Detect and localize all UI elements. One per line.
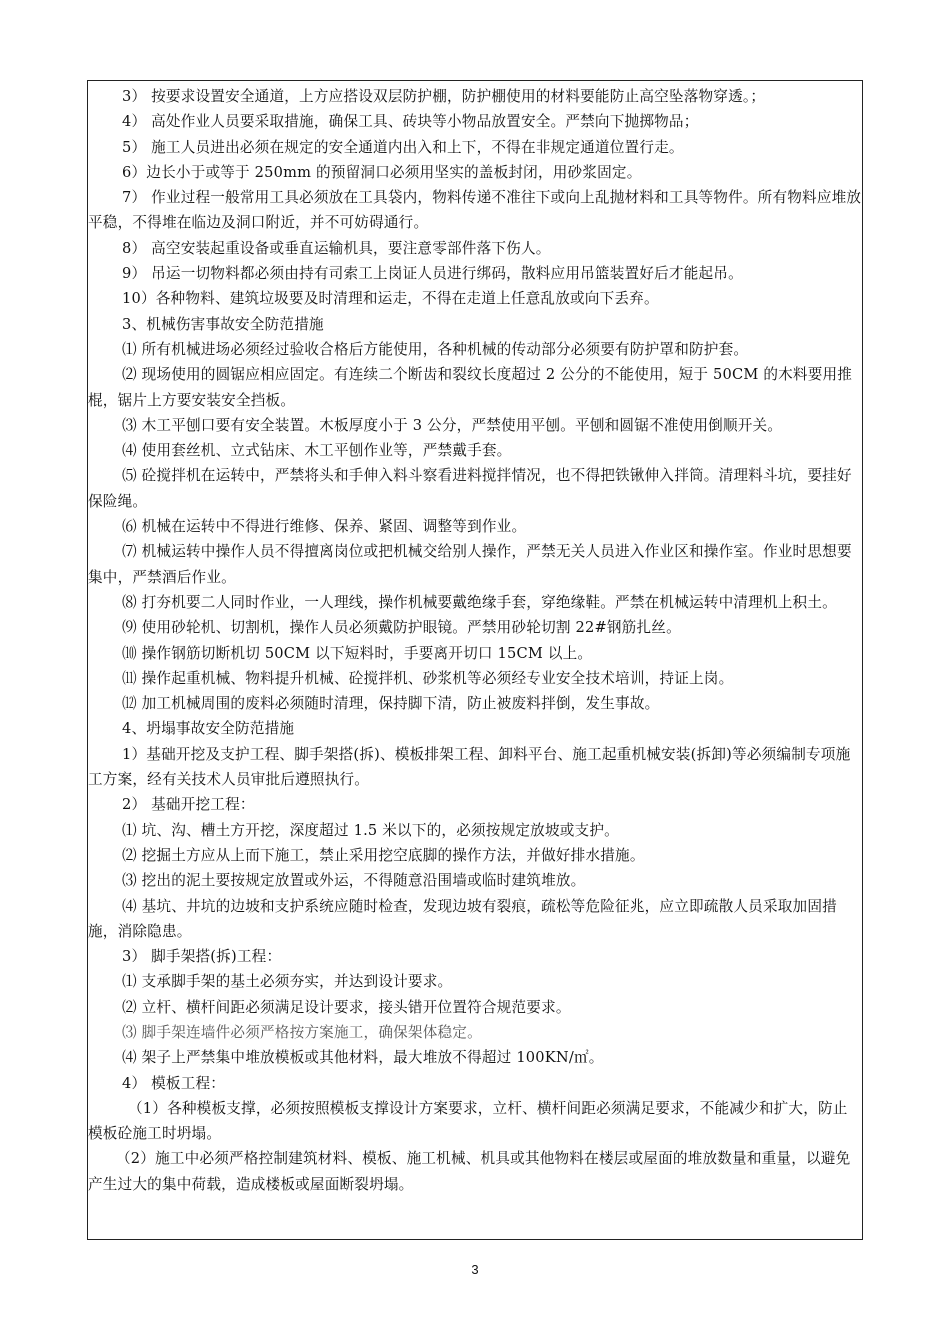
document-body — [88, 84, 862, 1197]
paragraph: ⑿ 加工机械周围的废料必须随时清理，保持脚下清，防止被废料拌倒，发生事故。 — [122, 695, 660, 713]
paragraph: ⑷ 架子上严禁集中堆放模板或其他材料，最大堆放不得超过 100KN/㎡。 — [122, 1049, 604, 1067]
paragraph: 4） 高处作业人员要采取措施，确保工具、砖块等小物品放置安全。严禁向下抛掷物品； — [122, 113, 699, 131]
paragraph: ⑵ 立杆、横杆间距必须满足设计要求，接头错开位置符合规范要求。 — [122, 998, 571, 1016]
paragraph: ⑸ 砼搅拌机在运转中，严禁将头和手伸入料斗察看进料搅拌情况，也不得把铁锹伸入拌筒。清理料斗坑，要挂好保险绳。 — [88, 467, 852, 510]
paragraph: 7） 作业过程一般常用工具必须放在工具袋内，物料传递不准往下或向上乱抛材料和工具等物件。所有物料应堆放平稳，不得堆在临边及洞口附近，并不可妨碍通行。 — [88, 189, 862, 232]
subsection-heading: 3） 脚手架搭(拆)工程： — [122, 948, 282, 966]
subsection-heading: 2） 基础开挖工程： — [122, 796, 255, 814]
paragraph: （2）施工中必须严格控制建筑材料、模板、施工机械、机具或其他物料在楼层或屋面的堆放数量和重量，以避免产生过大的集中荷载，造成楼板或屋面断裂坍塌。 — [88, 1150, 851, 1193]
paragraph: ⑺ 机械运转中操作人员不得擅离岗位或把机械交给别人操作，严禁无关人员进入作业区和操作室。作业时思想要集中，严禁酒后作业。 — [88, 543, 852, 586]
section-heading: 3、机械伤害事故安全防范措施 — [122, 315, 324, 333]
paragraph: 1）基础开挖及支护工程、脚手架搭(拆)、模板排架工程、卸料平台、施工起重机械安装(拆卸)等必须编制专项施工方案，经有关技术人员审批后遵照执行。 — [88, 745, 851, 789]
paragraph: （1）各种模板支撑，必须按照模板支撑设计方案要求，立杆、横杆间距必须满足要求，不能减少和扩大，防止模板砼施工时坍塌。 — [88, 1099, 848, 1143]
paragraph: ⑻ 打夯机要二人同时作业，一人理线，操作机械要戴绝缘手套，穿绝缘鞋。严禁在机械运转中清理机上积土。 — [122, 593, 837, 611]
paragraph: ⑴ 坑、沟、槽土方开挖，深度超过 1.5 米以下的，必须按规定放坡或支护。 — [122, 821, 619, 839]
paragraph: ⑵ 挖掘土方应从上而下施工，禁止采用挖空底脚的操作方法，并做好排水措施。 — [122, 846, 645, 864]
paragraph: ⑶ 木工平刨口要有安全装置。木板厚度小于 3 公分，严禁使用平刨。平刨和圆锯不准使用倒顺开关。 — [122, 416, 783, 434]
paragraph: 10）各种物料、建筑垃圾要及时清理和运走，不得在走道上任意乱放或向下丢弃。 — [122, 290, 659, 308]
paragraph: ⑴ 支承脚手架的基土必须夯实，并达到设计要求。 — [122, 973, 453, 991]
paragraph: ⑶ 挖出的泥土要按规定放置或外运，不得随意沿围墙或临时建筑堆放。 — [122, 872, 586, 890]
paragraph: ⑽ 操作钢筋切断机切 50CM 以下短料时，手要离开切口 15CM 以上。 — [122, 644, 593, 662]
paragraph: ⑴ 所有机械进场必须经过验收合格后方能使用，各种机械的传动部分必须要有防护罩和防护套。 — [122, 340, 749, 358]
section-heading: 4、坍塌事故安全防范措施 — [122, 720, 295, 738]
subsection-heading: 4） 模板工程： — [122, 1074, 226, 1092]
paragraph: 5） 施工人员进出必须在规定的安全通道内出入和上下，不得在非规定通道位置行走。 — [122, 138, 684, 156]
paragraph: 8） 高空安装起重设备或垂直运输机具，要注意零部件落下伤人。 — [122, 239, 551, 257]
paragraph: ⑹ 机械在运转中不得进行维修、保养、紧固、调整等到作业。 — [122, 518, 527, 536]
page-number: 3 — [471, 1262, 479, 1277]
paragraph: ⑷ 使用套丝机、立式钻床、木工平刨作业等，严禁戴手套。 — [122, 442, 512, 460]
paragraph: ⑷ 基坑、井坑的边坡和支护系统应随时检查，发现边坡有裂痕，疏松等危险征兆，应立即疏散人员采取加固措施，消除隐患。 — [88, 897, 837, 940]
paragraph: ⑼ 使用砂轮机、切割机，操作人员必须戴防护眼镜。严禁用砂轮切割 22#钢筋扎丝。 — [122, 619, 681, 637]
paragraph: ⑵ 现场使用的圆锯应相应固定。有连续二个断齿和裂纹长度超过 2 公分的不能使用，短于 50CM 的木料要用推棍，锯片上方要安装安全挡板。 — [88, 366, 853, 409]
paragraph: 3） 按要求设置安全通道，上方应搭设双层防护棚，防护棚使用的材料要能防止高空坠落物穿透。； — [122, 88, 766, 105]
paragraph: 9） 吊运一切物料都必须由持有司索工上岗证人员进行绑码，散料应用吊篮装置好后才能起吊。 — [122, 265, 743, 283]
paragraph: ⑶ 脚手架连墙件必须严格按方案施工，确保架体稳定。 — [122, 1023, 482, 1041]
paragraph: ⑾ 操作起重机械、物料提升机械、砼搅拌机、砂浆机等必须经专业安全技术培训，持证上岗。 — [122, 669, 734, 687]
paragraph: 6）边长小于或等于 250mm 的预留洞口必须用坚实的盖板封闭，用砂浆固定。 — [122, 163, 642, 181]
